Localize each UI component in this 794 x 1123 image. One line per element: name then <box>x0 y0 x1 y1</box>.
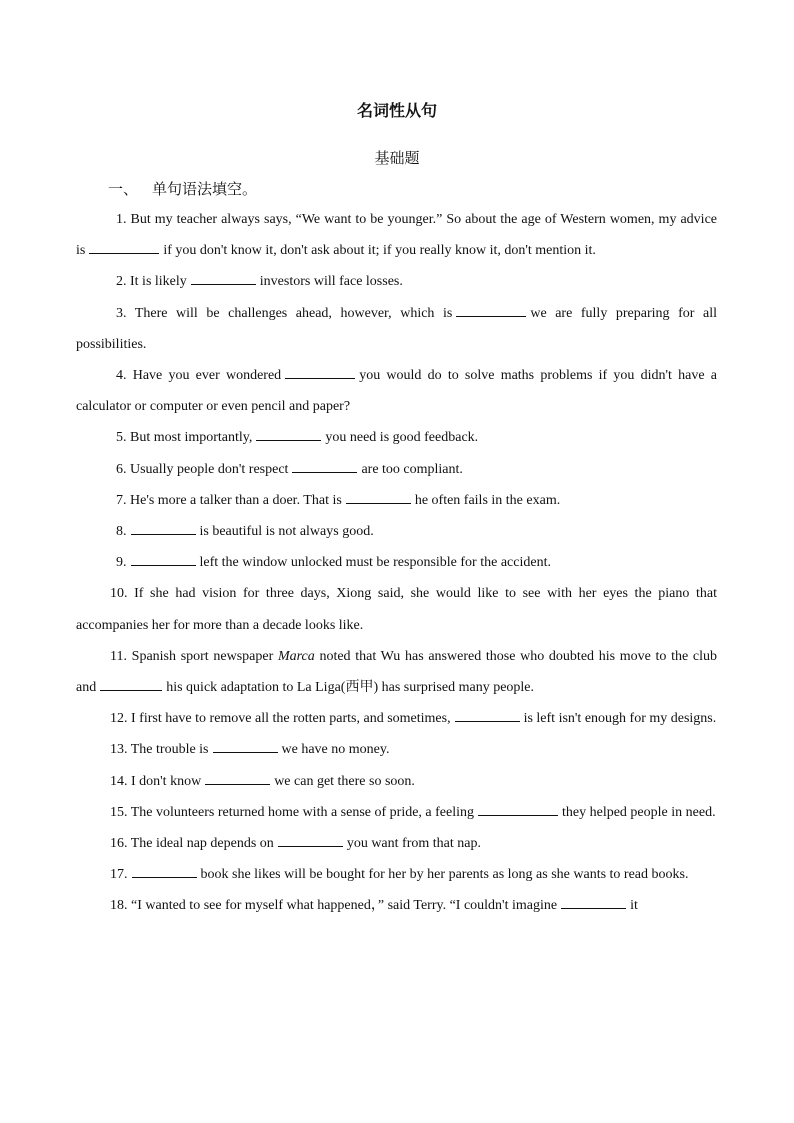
newspaper-name: Marca <box>277 648 315 664</box>
question-list <box>76 204 717 922</box>
question-text: he often fails in the exam. <box>414 492 561 508</box>
question-4 <box>76 360 717 422</box>
question-text: 13. The trouble is <box>110 742 209 758</box>
answer-blank[interactable] <box>256 439 321 441</box>
question-text: they helped people in need. <box>562 804 716 820</box>
answer-blank[interactable] <box>132 876 197 878</box>
answer-blank[interactable] <box>89 252 159 254</box>
question-text: investors will face losses. <box>259 274 403 290</box>
question-text: 1. But my teacher always says, “We want to be younger.” So about the age of Western women, my advice is <box>76 212 717 259</box>
section-label: 单句语法填空。 <box>152 180 258 198</box>
answer-blank[interactable] <box>205 783 270 785</box>
question-text: we have no money. <box>281 742 390 758</box>
question-14 <box>76 766 717 797</box>
question-7 <box>76 485 717 516</box>
answer-blank[interactable] <box>456 315 526 317</box>
question-text: 17. <box>110 867 128 883</box>
question-18 <box>76 890 717 921</box>
document-title: 名词性从句 <box>356 101 437 120</box>
question-text: you would do to solve maths problems if you didn't have a calculator or computer or even pencil and paper? <box>76 368 718 415</box>
answer-blank[interactable] <box>100 689 162 691</box>
answer-blank[interactable] <box>191 283 256 285</box>
answer-blank[interactable] <box>561 907 626 909</box>
question-text: 8. <box>116 524 127 540</box>
question-text: we can get there so soon. <box>274 773 415 789</box>
answer-blank[interactable] <box>131 564 196 566</box>
question-text: 12. I first have to remove all the rotten parts, and sometimes, <box>110 711 451 727</box>
answer-blank[interactable] <box>478 814 558 816</box>
answer-blank[interactable] <box>131 533 196 535</box>
question-6 <box>76 454 717 485</box>
question-text: we are fully preparing for all possibilities. <box>76 305 717 352</box>
section-number: 一、 <box>108 180 139 198</box>
question-12 <box>76 703 717 734</box>
question-text: 5. But most importantly, <box>116 430 253 446</box>
answer-blank[interactable] <box>285 377 355 379</box>
answer-blank[interactable] <box>346 502 411 504</box>
answer-blank[interactable] <box>213 751 278 753</box>
question-text: 15. The volunteers returned home with a sense of pride, a feeling <box>110 804 475 820</box>
question-text: 18. “I wanted to see for myself what happened，” said Terry. “I couldn't imagine <box>110 898 558 914</box>
answer-blank[interactable] <box>455 720 520 722</box>
question-10 <box>76 578 717 640</box>
question-text: left the window unlocked must be responsible for the accident. <box>199 555 551 571</box>
question-text: if you don't know it, don't ask about it; if you really know it, don't mention it. <box>163 243 596 259</box>
question-text: 7. He's more a talker than a doer. That is <box>116 492 342 508</box>
question-1 <box>76 204 717 266</box>
question-text: book she likes will be bought for her by her parents as long as she wants to read books. <box>200 867 689 883</box>
question-text: 3. There will be challenges ahead, however, which is <box>116 305 453 321</box>
question-text: 9. <box>116 555 127 571</box>
answer-blank[interactable] <box>278 845 343 847</box>
question-text: is beautiful is not always good. <box>199 524 374 540</box>
question-text: it <box>630 898 638 914</box>
question-3 <box>76 298 717 360</box>
question-text: 14. I don't know <box>110 773 202 789</box>
question-text: is left isn't enough for my designs. <box>523 711 717 727</box>
section-heading <box>108 178 257 199</box>
question-text: noted that Wu has answered those who doubted his move to the club and <box>76 648 718 696</box>
question-13 <box>76 734 717 765</box>
document-subtitle: 基础题 <box>374 149 420 167</box>
question-text: you need is good feedback. <box>325 430 479 446</box>
question-17 <box>76 859 717 890</box>
answer-blank[interactable] <box>292 471 357 473</box>
question-text: 6. Usually people don't respect <box>116 461 289 477</box>
question-text: 10. If she had vision for three days, Xiong said, she would like to see with her eyes the piano that accompanies her for more than a decade looks like. <box>76 586 717 633</box>
question-8 <box>76 516 717 547</box>
question-text: 16. The ideal nap depends on <box>110 836 274 852</box>
question-16 <box>76 828 717 859</box>
question-text: his quick adaptation to La Liga(西甲) has surprised many people. <box>166 680 535 696</box>
question-2 <box>76 266 717 297</box>
question-9 <box>76 547 717 578</box>
question-text: are too compliant. <box>361 461 463 477</box>
question-15 <box>76 797 717 828</box>
question-text: 11. Spanish sport newspaper <box>110 648 274 664</box>
question-text: 2. It is likely <box>116 274 187 290</box>
question-5 <box>76 422 717 453</box>
question-text: you want from that nap. <box>346 836 481 852</box>
question-text: 4. Have you ever wondered <box>116 368 282 384</box>
question-11 <box>76 641 717 703</box>
